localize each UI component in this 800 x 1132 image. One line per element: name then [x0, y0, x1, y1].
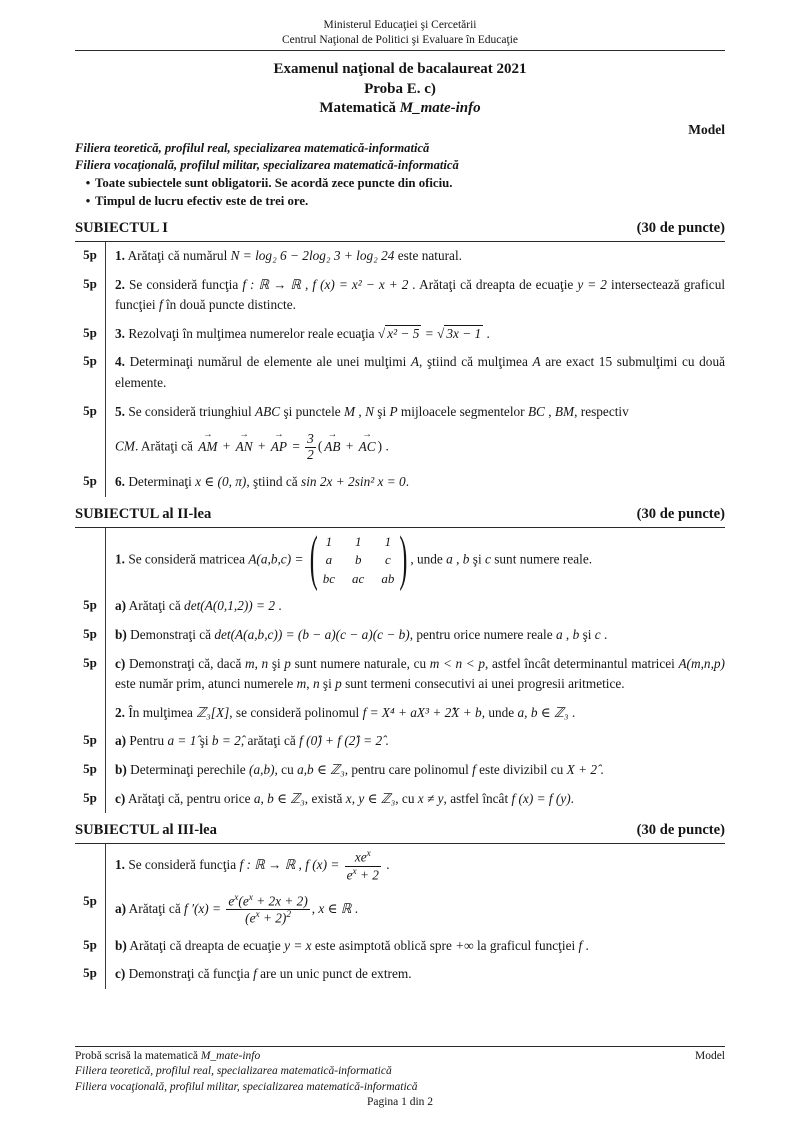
filiera-line1: Filiera teoretică, profilul real, specializarea matematică-informatică: [75, 140, 430, 155]
instruction-item: • Timpul de lucru efectiv este de trei ore.: [75, 193, 725, 211]
problem-row-2-2b: [75, 756, 725, 785]
footer-model-label: Model: [694, 1050, 725, 1062]
points-label: 5p: [83, 654, 97, 670]
instruction-item: • Toate subiectele sunt obligatorii. Se acordă zece puncte din oficiu.: [75, 175, 725, 193]
points-label: [75, 699, 105, 728]
problem-text: 2. În mulţimea ℤ₃[X], se consideră polinomul f = X⁴ + aX³ + 2̂X + b, unde a, b ∈ ℤ₃ .: [105, 699, 725, 728]
problem-row-2-intro2: [75, 699, 725, 728]
bullet-icon: •: [85, 194, 91, 209]
points-label: 5p: [83, 789, 97, 805]
matrix: ( 1 1 1 a b c bc ac ab ): [309, 526, 408, 594]
problem-row-1-4: [75, 348, 725, 397]
section-3-heading: [75, 822, 725, 839]
sqrt-expression: √ x² − 5: [377, 325, 420, 341]
section-2-problems: [75, 527, 725, 814]
problem-text: c) Demonstraţi că funcţia f are un unic punct de extrem.: [105, 960, 725, 989]
problem-text: b) Determinaţi perechile (a,b), cu a,b ∈ ℤ₃, pentru care polinomul f este divizibil cu X + 2̂ .: [105, 756, 725, 785]
points-label: 5p: [83, 625, 97, 641]
fraction: $\frac{xe^x}{e^x + 2}$: [346, 849, 379, 882]
problem-text: b) Demonstraţi că det(A(a,b,c)) = (b − a)(c − a)(c − b), pentru orice numere reale a , b şi c .: [105, 621, 725, 650]
points-label: [75, 844, 105, 888]
footer-line1: Probă scrisă la matematică M_mate-info Model: [75, 1049, 725, 1064]
problem-text: 4. Determinaţi numărul de elemente ale unei mulţimi A, ştiind că mulţimea A are exact 15 submulţimi cu două elemente.: [105, 348, 725, 397]
exam-title-block: [75, 60, 725, 118]
footer-filiera1: Filiera teoretică, profilul real, specializarea matematică-informatică: [75, 1065, 392, 1078]
vector-AP: → AP: [270, 428, 288, 454]
vector-AN: → AN: [235, 428, 253, 454]
problem-text: 2. Se consideră funcţia f : ℝ → ℝ , f (x) = x² − x + 2 . Arătaţi că dreapta de ecuaţie y = 2 intersectează graficul funcţiei f în două puncte distincte.: [105, 271, 725, 320]
ministry-line2: Centrul Naţional de Politici şi Evaluare în Educaţie: [281, 34, 518, 47]
points-label: [75, 528, 105, 593]
fraction: $\frac{e^x(e^x + 2x + 2)}{(e^x + 2)^2}$: [228, 892, 308, 926]
problem-text: 1. Se consideră matricea A(a,b,c) = ( 1 1 1 a b c bc ac ab ) , unde a , b şi c sunt numere reale.: [105, 528, 725, 593]
points-label: 5p: [83, 246, 97, 262]
bullet-icon: •: [85, 176, 91, 191]
problem-row-3-b: [75, 932, 725, 961]
problem-row-2-c: [75, 650, 725, 699]
section-1-heading: [75, 220, 725, 237]
points-label: 5p: [83, 324, 97, 340]
fraction: $\frac{3}{2}$: [307, 431, 314, 463]
points-label: 5p: [83, 275, 97, 291]
matrix-grid: 1 1 1 a b c bc ac ab: [322, 533, 395, 586]
problem-text: c) Arătaţi că, pentru orice a, b ∈ ℤ₃, există x, y ∈ ℤ₃, cu x ≠ y, astfel încât f (x) = f (y).: [105, 785, 725, 814]
section-3-problems: [75, 843, 725, 988]
problem-text: 5. Se consideră triunghiul ABC şi punctele M , N şi P mijloacele segmentelor BC , BM, respectiv CM. Arătaţi că → AM + → AN + → AP = $\frac{3}{2}$ ( → AB + → AC ) .: [105, 398, 725, 468]
section-points: (30 de puncte): [636, 505, 725, 522]
points-label: 5p: [83, 761, 97, 777]
points-label: 5p: [83, 597, 97, 613]
section-2-heading: [75, 506, 725, 523]
problem-row-1-3: [75, 320, 725, 349]
problem-row-1-2: [75, 271, 725, 320]
ministry-header: [75, 18, 725, 48]
section-points: (30 de puncte): [636, 822, 725, 839]
points-label: 5p: [83, 965, 97, 981]
header-divider: [75, 50, 725, 51]
problem-row-1-1: [75, 242, 725, 271]
points-label: 5p: [83, 472, 97, 488]
vector-AB: → AB: [324, 428, 341, 454]
page-number: Pagina 1 din 2: [366, 1095, 434, 1108]
filiera-line2: Filiera vocaţională, profilul militar, specializarea matematică-informatică: [75, 157, 459, 172]
problem-row-2-intro1: [75, 528, 725, 593]
problem-row-2-b: [75, 621, 725, 650]
vector-AC: → AC: [358, 428, 376, 454]
problem-row-3-a: [75, 888, 725, 932]
problem-text: 1. Se consideră funcţia f : ℝ → ℝ , f (x) = $\frac{xe^x}{e^x + 2}$ .: [105, 844, 725, 888]
filiera-block: [75, 140, 725, 173]
problem-row-2-a: [75, 592, 725, 621]
problem-row-2-2c: [75, 785, 725, 814]
sqrt-expression: √ 3x − 1: [437, 325, 482, 341]
section-title: SUBIECTUL I: [75, 219, 168, 236]
instructions: [75, 175, 725, 211]
problem-text: c) Demonstraţi că, dacă m, n şi p sunt numere naturale, cu m < n < p, astfel încât determinantul matricei A(m,n,p) este număr prim, atunci numerele m, n şi p sunt termeni consecutivi ai unei progresii aritmetice.: [105, 650, 725, 699]
vector-equation: CM. Arătaţi că → AM + → AN + → AP = $\frac{3}{2}$ ( → AB + → AC ) .: [115, 428, 389, 463]
problem-text: a) Arătaţi că f ′(x) = $\frac{e^x(e^x + 2x + 2)}{(e^x + 2)^2}$ , x ∈ ℝ .: [105, 888, 725, 932]
problem-text: a) Arătaţi că det(A(0,1,2)) = 2 .: [105, 592, 725, 621]
problem-row-1-5: [75, 398, 725, 468]
problem-row-1-6: [75, 468, 725, 497]
problem-text: 3. Rezolvaţi în mulţimea numerelor reale ecuaţia √ x² − 5 = √ 3x − 1 .: [105, 320, 725, 349]
ministry-line1: Ministerul Educaţiei şi Cercetării: [323, 19, 477, 31]
problem-text: 6. Determinaţi x ∈ (0, π), ştiind că sin 2x + 2sin² x = 0.: [105, 468, 725, 497]
problem-row-2-2a: [75, 727, 725, 756]
section-1-problems: [75, 241, 725, 497]
problem-text: a) Pentru a = 1̂ şi b = 2̂, arătaţi că f (0̂) + f (2̂) = 2̂ .: [105, 727, 725, 756]
exam-proba: Proba E. c): [364, 80, 436, 97]
exam-title: Examenul naţional de bacalaureat 2021: [273, 61, 527, 78]
exam-subject: Matematică M_mate-info: [319, 99, 481, 116]
points-label: 5p: [83, 353, 97, 369]
footer-filiera2: Filiera vocaţională, profilul militar, specializarea matematică-informatică: [75, 1080, 418, 1093]
section-title: SUBIECTUL al II-lea: [75, 505, 212, 522]
problem-row-3-intro: [75, 844, 725, 888]
section-points: (30 de puncte): [636, 219, 725, 236]
points-label: 5p: [83, 892, 97, 908]
problem-text: 1. Arătaţi că numărul N = log₂ 6 − 2log₂ 3 + log₂ 24 este natural.: [105, 242, 725, 271]
section-title: SUBIECTUL al III-lea: [75, 822, 217, 839]
page-footer: [75, 1046, 725, 1110]
points-label: 5p: [83, 732, 97, 748]
problem-text: b) Arătaţi că dreapta de ecuaţie y = x este asimptotă oblică spre +∞ la graficul funcţiei f .: [105, 932, 725, 961]
points-label: 5p: [83, 936, 97, 952]
model-label: Model: [688, 121, 725, 137]
problem-row-3-c: [75, 960, 725, 989]
vector-AM: → AM: [198, 428, 218, 454]
points-label: 5p: [83, 402, 97, 418]
